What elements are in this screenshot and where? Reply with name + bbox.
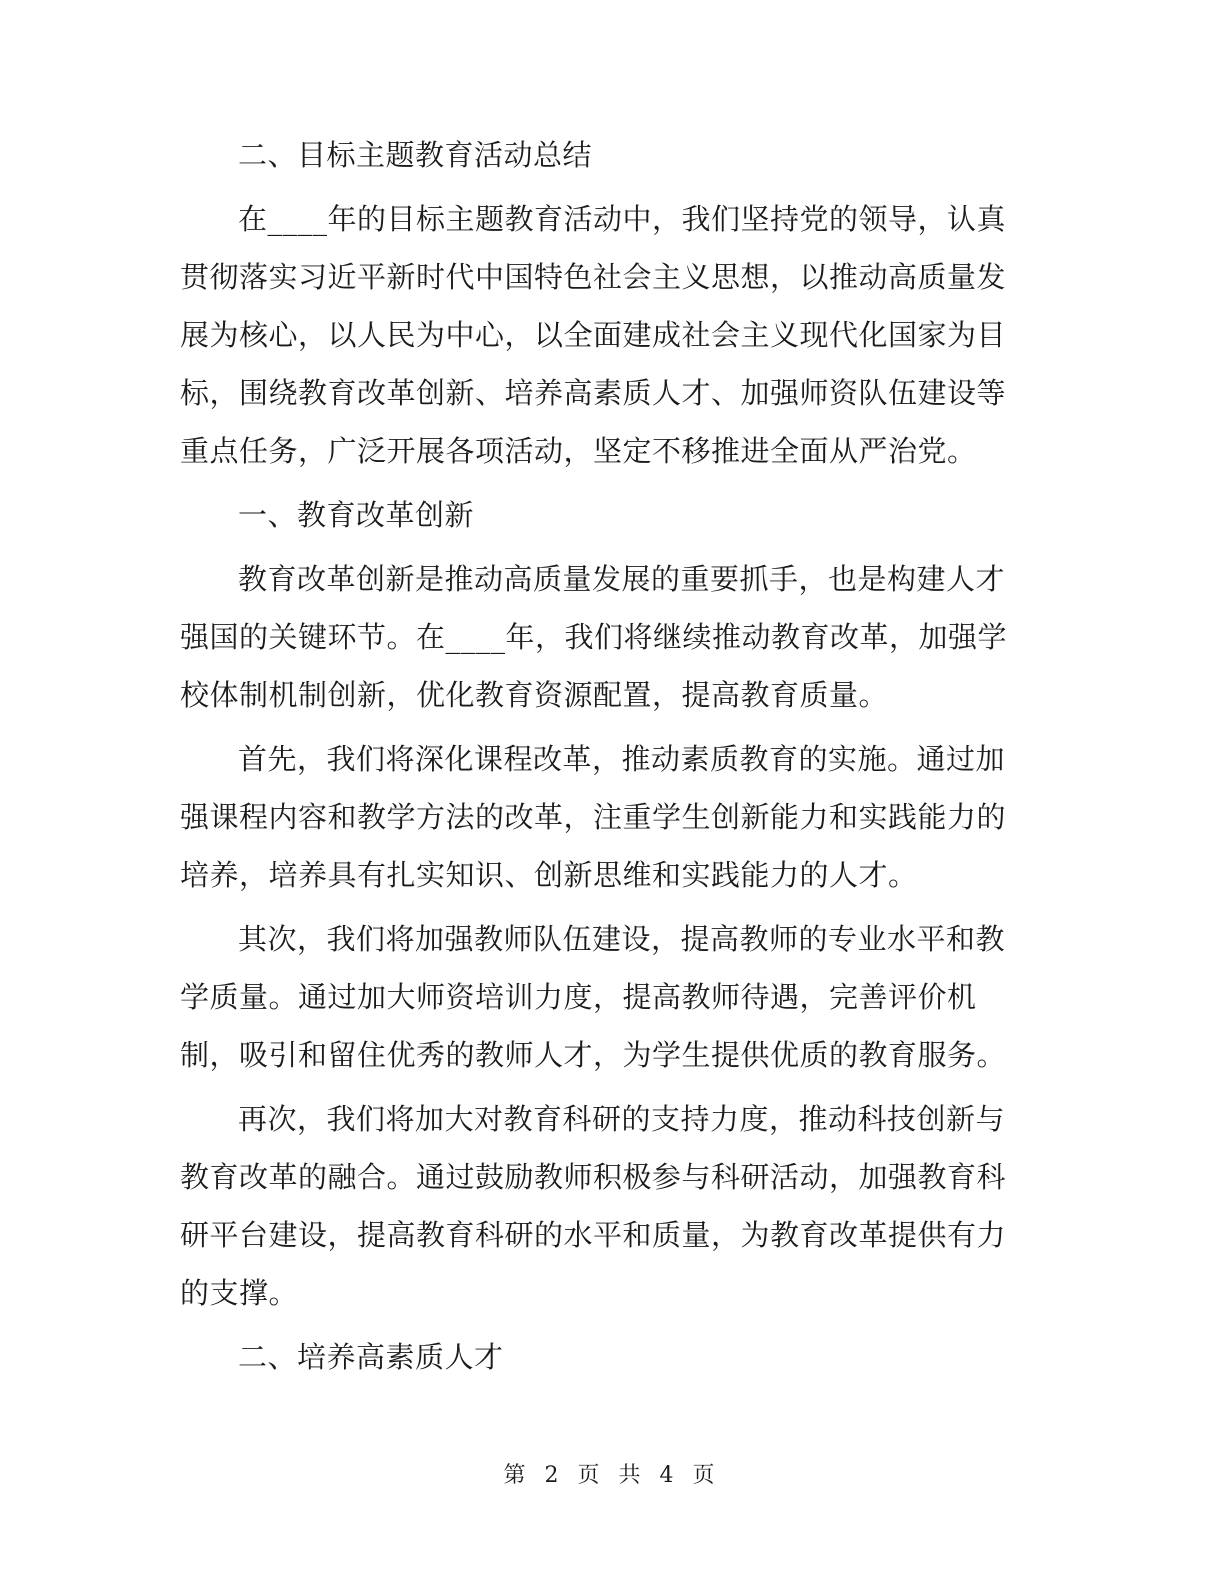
paragraph: 首先，我们将深化课程改革，推动素质教育的实施。通过加强课程内容和教学方法的改革，注重学生创新能力和实践能力的培养，培养具有扎实知识、创新思维和实践能力的人才。 [180, 742, 1007, 892]
paragraph: 再次，我们将加大对教育科研的支持力度，推动科技创新与教育改革的融合。通过鼓励教师积极参与科研活动，加强教育科研平台建设，提高教育科研的水平和质量，为教育改革提供有力的支撑。 [180, 1102, 1007, 1310]
document-body [180, 126, 1030, 1386]
page-number-footer: 第 2 页 共 4 页 [503, 1463, 721, 1488]
section-heading: 一、教育改革创新 [238, 498, 475, 532]
section-heading: 二、培养高素质人才 [238, 1340, 504, 1374]
paragraph: 其次，我们将加强教师队伍建设，提高教师的专业水平和教学质量。通过加大师资培训力度，提高教师待遇，完善评价机制，吸引和留住优秀的教师人才，为学生提供优质的教育服务。 [180, 922, 1007, 1072]
section-heading: 二、目标主题教育活动总结 [238, 138, 593, 172]
paragraph: 教育改革创新是推动高质量发展的重要抓手，也是构建人才强国的关键环节。在____年，我们将继续推动教育改革，加强学校体制机制创新，优化教育资源配置，提高教育质量。 [180, 562, 1008, 712]
paragraph: 在____年的目标主题教育活动中，我们坚持党的领导，认真贯彻落实习近平新时代中国特色社会主义思想，以推动高质量发展为核心，以人民为中心，以全面建成社会主义现代化国家为目标，围绕教育改革创新、培养高素质人才、加强师资队伍建设等重点任务，广泛开展各项活动，坚定不移推进全面从严治党。 [180, 202, 1007, 468]
